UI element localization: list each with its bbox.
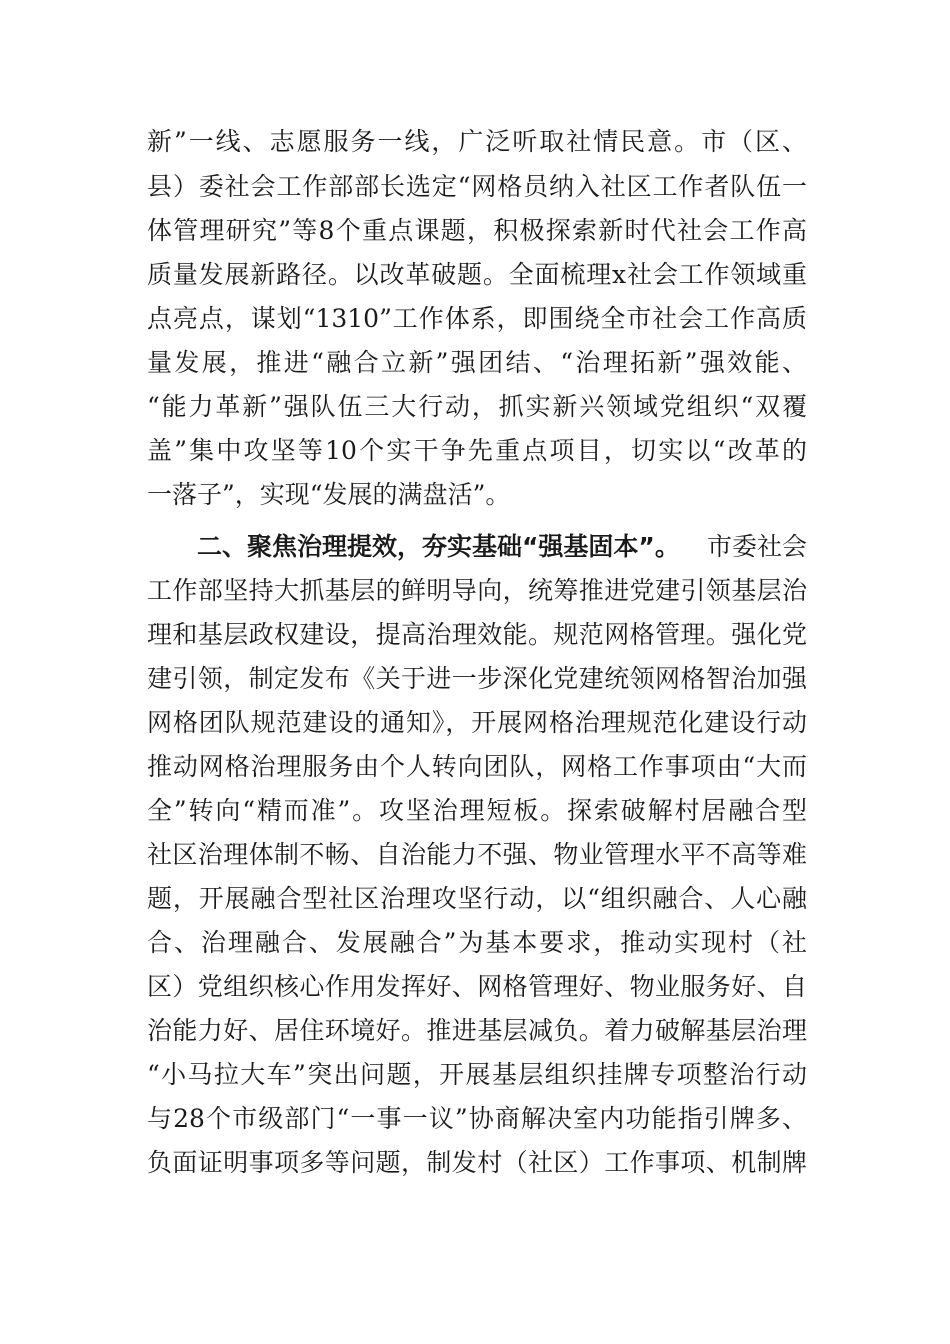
paragraph-1-line-5: 点亮点，谋划“1310”工作体系，即围绕全市社会工作高质 [147,304,807,333]
paragraph-2-line-1 [197,529,807,565]
paragraph-2-line-6: 推动网格治理服务由个人转向团队，网格工作事项由“大而 [147,752,807,781]
paragraph-2-line-7: 全”转向“精而准”。攻坚治理短板。探索破解村居融合型 [147,796,807,825]
paragraph-1-line-7: “能力革新”强队伍三大行动，抓实新兴领域党组织“双覆 [147,392,807,421]
paragraph-2-line-14: 与28个市级部门“一事一议”协商解决室内功能指引牌多、 [147,1104,807,1133]
paragraph-2-line-5: 网格团队规范建设的通知》，开展网格治理规范化建设行动 [147,708,807,737]
paragraph-2-line-12: 治能力好、居住环境好。推进基层减负。着力破解基层治理 [147,1016,807,1045]
paragraph-2-line-15: 负面证明事项多等问题，制发村（社区）工作事项、机制牌 [147,1148,807,1177]
paragraph-1-line-4: 质量发展新路径。以改革破题。全面梳理x社会工作领域重 [147,260,807,289]
paragraph-2-line-10: 合、治理融合、发展融合”为基本要求，推动实现村（社 [147,928,807,957]
section-heading: 二、聚焦治理提效，夯实基础“强基固本”。 [197,532,680,561]
paragraph-2-line-8: 社区治理体制不畅、自治能力不强、物业管理水平不高等难 [147,840,807,869]
paragraph-2-line-13: “小马拉大车”突出问题，开展基层组织挂牌专项整治行动 [147,1060,807,1089]
paragraph-1-line-8: 盖”集中攻坚等10个实干争先重点项目，切实以“改革的 [147,436,808,465]
paragraph-2-line-4: 建引领，制定发布《关于进一步深化党建统领网格智治加强 [147,664,807,693]
paragraph-1-line-9: 一落子”，实现“发展的满盘活”。 [147,480,511,509]
paragraph-1-line-6: 量发展，推进“融合立新”强团结、“治理拓新”强效能、 [147,348,807,377]
paragraph-1-line-3: 体管理研究”等8个重点课题，积极探索新时代社会工作高 [147,216,807,245]
paragraph-2-line-3: 理和基层政权建设，提高治理效能。规范网格管理。强化党 [147,620,807,649]
paragraph-2-line-2: 工作部坚持大抓基层的鲜明导向，统筹推进党建引领基层治 [147,576,807,605]
paragraph-1-line-2: 县）委社会工作部部长选定“网格员纳入社区工作者队伍一 [147,172,807,201]
section-heading-continuation: 市委社会 [706,532,807,561]
paragraph-2-line-11: 区）党组织核心作用发挥好、网格管理好、物业服务好、自 [147,972,807,1001]
paragraph-1-line-1: 新”一线、志愿服务一线，广泛听取社情民意。市（区、 [147,127,807,156]
paragraph-2-line-9: 题，开展融合型社区治理攻坚行动，以“组织融合、人心融 [147,884,807,913]
